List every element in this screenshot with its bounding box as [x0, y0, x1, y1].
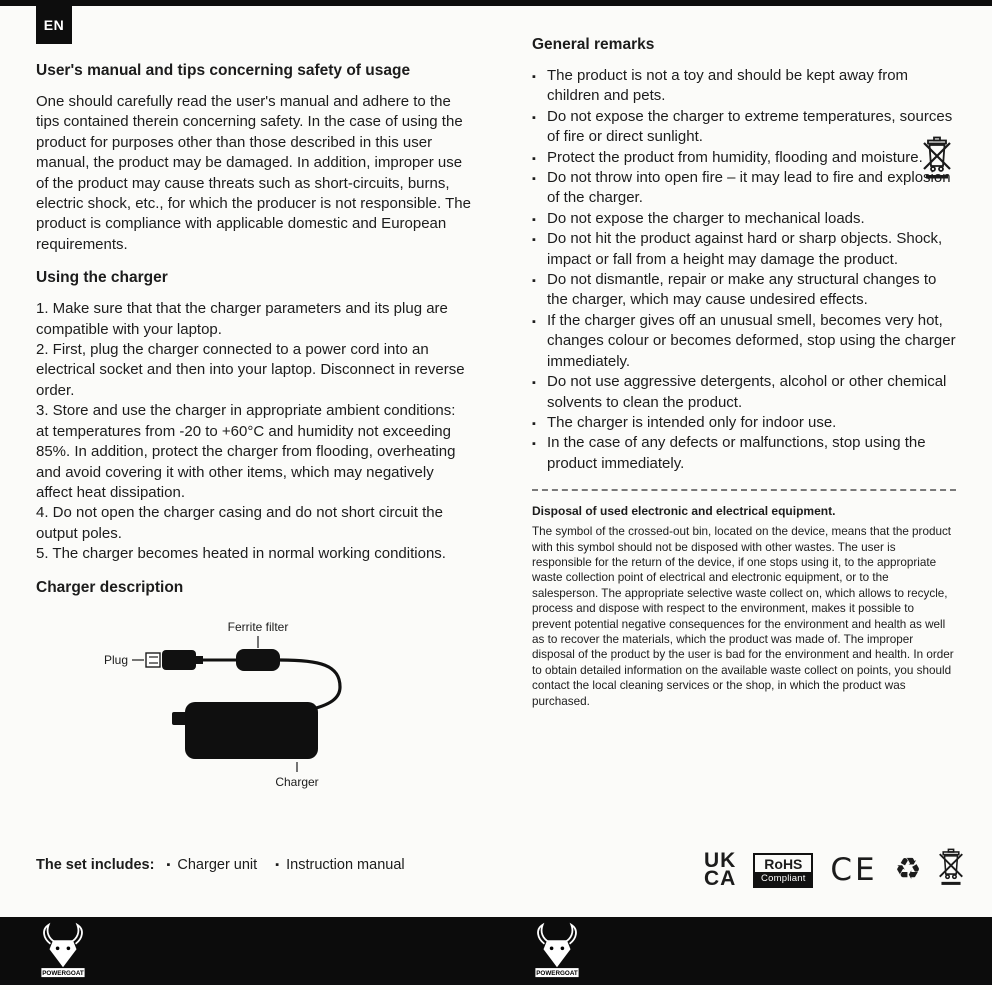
step-1: 1. Make sure that that the charger parameters and its plug are compatible with your laptop. [36, 300, 448, 338]
right-column [532, 36, 956, 709]
remark-item: ▪ Do not expose the charger to extreme temperatures, sources of fire or direct sunlight. [532, 107, 956, 148]
charger-label: Charger [275, 774, 319, 789]
crossed-bin-icon [938, 847, 964, 894]
remark-item: ▪ Do not throw into open fire – it may lead to fire and explosion of the charger. [532, 168, 956, 209]
ce-mark: CE [830, 852, 878, 888]
rohs-subtitle: Compliant [755, 872, 811, 886]
ukca-mark [704, 849, 737, 890]
safety-heading: User's manual and tips concerning safety of usage [36, 62, 411, 79]
remark-item: ▪ The product is not a toy and should be kept away from children and pets. [532, 66, 956, 107]
language-badge-label: EN [43, 17, 65, 33]
general-remarks-heading: General remarks [532, 36, 655, 53]
set-includes-line [36, 857, 419, 873]
charger-body-icon [185, 702, 318, 759]
remark-item: ▪ Do not use aggressive detergents, alcohol or other chemical solvents to clean the product. [532, 372, 956, 413]
remark-item: ▪ If the charger gives off an unusual smell, becomes very hot, changes colour or becomes deformed, stop using the charger immediately. [532, 311, 956, 372]
using-steps [36, 299, 472, 564]
language-badge [36, 6, 72, 44]
remark-item: ▪ Protect the product from humidity, flooding and moisture. [532, 148, 956, 168]
charger-description-heading: Charger description [36, 578, 184, 596]
plug-label: Plug [103, 652, 128, 667]
step-3: 3. Store and use the charger in appropriate ambient conditions: at temperatures from -20 to +60°C and humidity not exceeding 85%. In addition, protect the charger from flooding, overheating and avoid covering it with other items, which may negatively affect heat dissipation. [36, 402, 456, 501]
ferrite-filter-icon [236, 649, 280, 671]
left-column [36, 62, 472, 799]
brand-logo-text: POWERGOAT [536, 969, 578, 977]
ukca-line1: UK [704, 849, 737, 872]
page-top-edge [0, 0, 992, 6]
step-5: 5. The charger becomes heated in normal working conditions. [36, 545, 446, 563]
remark-item: ▪ Do not hit the product against hard or sharp objects. Shock, impact or fall from a height may damage the product. [532, 229, 956, 270]
recycle-icon: ♻ [894, 852, 922, 887]
dashed-divider [532, 489, 956, 491]
remark-item: ▪ Do not expose the charger to mechanical loads. [532, 209, 956, 229]
safety-body: One should carefully read the user's manual and adhere to the tips contained therein concerning safety. In the case of using the product for purposes other than those described in this user manual, the product may be damaged. In addition, improper use of the product may cause threats such as short-circuits, burns, electric shock, etc., for which the producer is not responsible. The product is compliance with applicable domestic and European requirements. [36, 93, 471, 253]
ferrite-filter-label: Ferrite filter [227, 619, 289, 634]
using-heading: Using the charger [36, 269, 168, 287]
set-includes-item: ▪ Charger unit [166, 857, 257, 873]
compliance-marks [704, 846, 964, 894]
brand-logo [36, 922, 90, 985]
general-remarks-list [532, 66, 956, 474]
plug-connector-icon [146, 653, 160, 667]
disposal-body: The symbol of the crossed-out bin, located on the device, means that the product with this symbol should not be disposed with other wastes. The user is responsible for the return of the device, if one stops using it, to the appropriate waste collection point of electrical and electronic equipment, or to the salesperson. The appropriate selective waste collect on, which allows to recycle, process and dispose with respect to the environment, makes it possible to prevent potential negative consequences for the environment and health as well as to recover the materials, which the product was made of. The improper disposal of the product by the user is bad for the environment and health. In order to obtain detailed information on the available waste collect on points, you should contact the local cleaning services or the shop, in which the product was purchased. [532, 525, 954, 708]
set-includes-label: The set includes: [36, 857, 155, 873]
brand-logo [530, 922, 584, 985]
remark-item: ▪ The charger is intended only for indoor use. [532, 413, 956, 433]
set-includes-item: ▪ Instruction manual [275, 857, 404, 873]
brand-logo-text: POWERGOAT [42, 969, 84, 977]
step-4: 4. Do not open the charger casing and do not short circuit the output poles. [36, 504, 443, 542]
remark-item: ▪ In the case of any defects or malfunctions, stop using the product immediately. [532, 433, 956, 474]
charger-diagram-drawing [36, 609, 476, 799]
charger-diagram [36, 609, 476, 799]
footer-bar [0, 917, 992, 985]
rohs-title: RoHS [764, 855, 803, 872]
remark-item: ▪ Do not dismantle, repair or make any structural changes to the charger, which may cause undesired effects. [532, 270, 956, 311]
rohs-mark [753, 853, 813, 888]
disposal-heading: Disposal of used electronic and electrical equipment. [532, 504, 836, 519]
plug-body-icon [162, 650, 196, 670]
step-2: 2. First, plug the charger connected to a power cord into an electrical socket and then into your laptop. Disconnect in reverse order. [36, 341, 465, 399]
ukca-line2: CA [704, 867, 737, 890]
